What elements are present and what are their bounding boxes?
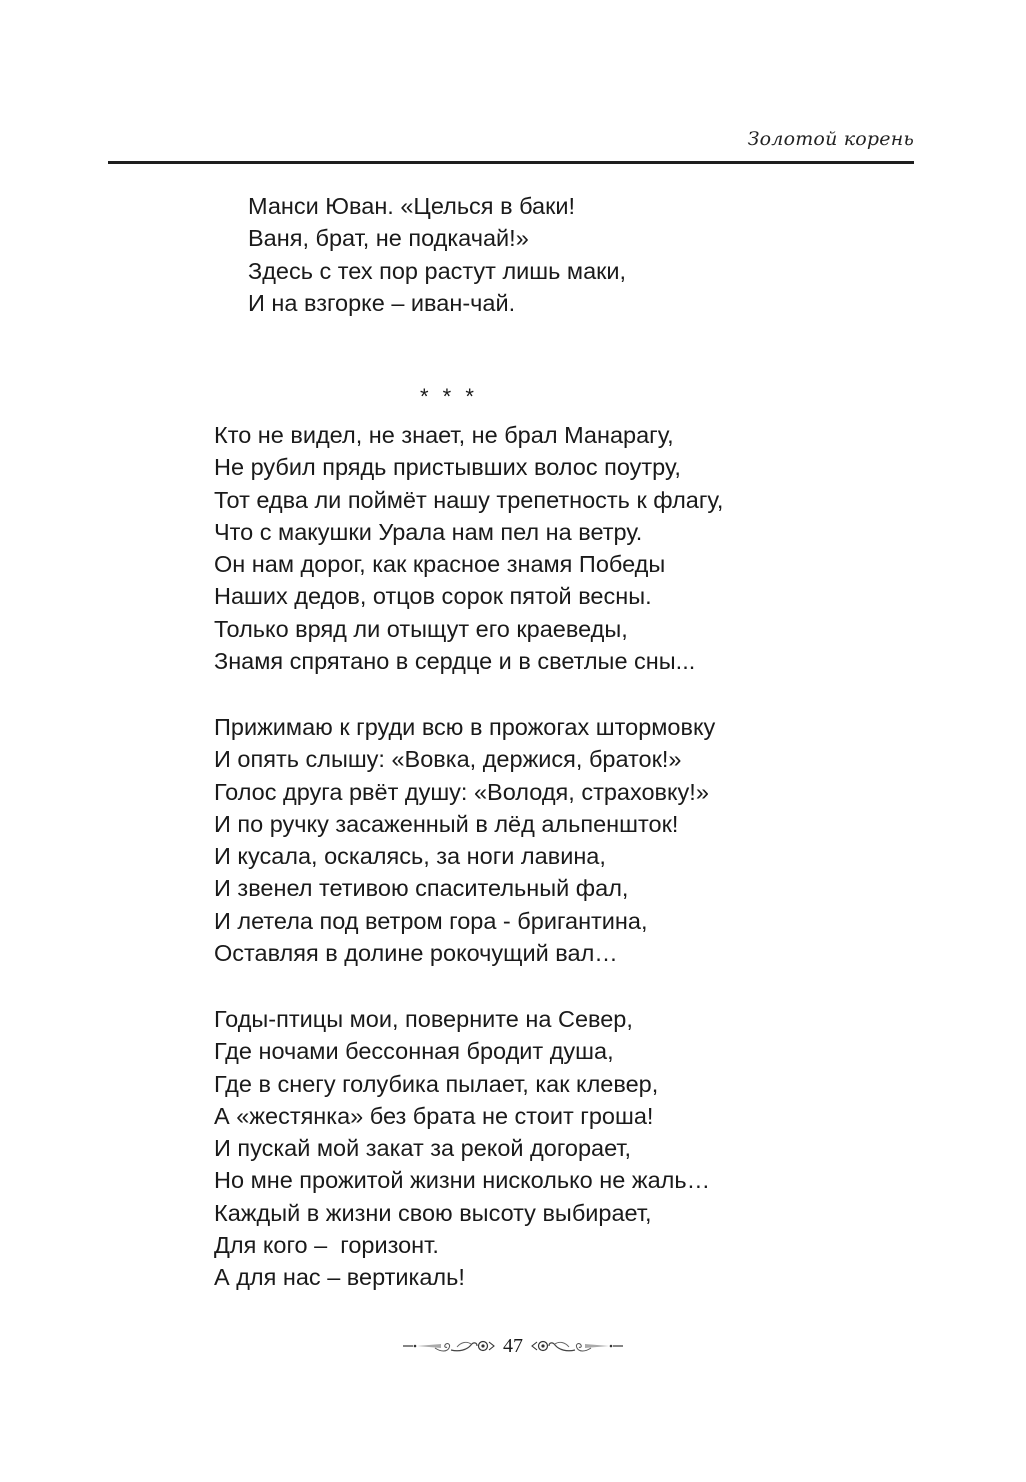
stanza-3 <box>214 1003 710 1294</box>
verse-line: И кусала, оскалясь, за ноги лавина, <box>214 843 606 870</box>
verse-line: И звенел тетивою спасительный фал, <box>214 875 629 902</box>
verse-line: Где в снегу голубика пылает, как клевер, <box>214 1070 659 1097</box>
verse-line: Ваня, брат, не подкачай!» <box>248 225 529 252</box>
verse-line: И опять слышу: «Вовка, держися, браток!» <box>214 746 682 773</box>
verse-line: И по ручку засаженный в лёд альпеншток! <box>214 810 679 837</box>
page-number: 47 <box>503 1334 523 1357</box>
verse-line: А для нас – вертикаль! <box>214 1264 465 1291</box>
header-rule <box>108 161 914 164</box>
verse-line: Где ночами бессонная бродит душа, <box>214 1038 614 1065</box>
verse-line: И на взгорке – иван-чай. <box>248 289 516 316</box>
verse-line: Кто не видел, не знает, не брал Манарагу, <box>214 422 674 448</box>
running-header-title: Золотой корень <box>747 128 914 150</box>
verse-line: Оставляя в долине рокочущий вал… <box>214 940 618 967</box>
verse-line: Голос друга рвёт душу: «Володя, страховку!» <box>214 778 709 805</box>
verse-line: Но мне прожитой жизни нисколько не жаль… <box>214 1167 711 1194</box>
verse-line: Манси Юван. «Целься в баки! <box>248 193 576 219</box>
stanza-intro <box>248 190 626 319</box>
verse-line: И пускай мой закат за рекой догорает, <box>214 1135 632 1162</box>
section-separator: * * * <box>420 384 478 409</box>
floral-flourish-right-icon <box>529 1336 625 1356</box>
floral-flourish-left-icon <box>401 1336 497 1356</box>
verse-line: А «жестянка» без брата не стоит гроша! <box>214 1102 654 1129</box>
verse-line: Каждый в жизни свою высоту выбирает, <box>214 1199 652 1226</box>
verse-line: Не рубил прядь пристывших волос поутру, <box>214 454 681 481</box>
verse-line: Тот едва ли поймёт нашу трепетность к флагу, <box>214 486 724 513</box>
page-footer <box>400 1334 626 1358</box>
verse-line: Наших дедов, отцов сорок пятой весны. <box>214 583 652 610</box>
verse-line: Годы-птицы мои, поверните на Север, <box>214 1006 633 1032</box>
stanza-2 <box>214 711 715 969</box>
verse-line: Только вряд ли отыщут его краеведы, <box>214 615 628 642</box>
verse-line: И летела под ветром гора - бригантина, <box>214 907 648 934</box>
verse-line: Знамя спрятано в сердце и в светлые сны... <box>214 648 696 675</box>
verse-line: Он нам дорог, как красное знамя Победы <box>214 551 666 578</box>
verse-line: Что с макушки Урала нам пел на ветру. <box>214 518 643 545</box>
stanza-1 <box>214 419 723 677</box>
verse-line: Прижимаю к груди всю в прожогах штормовку <box>214 714 716 740</box>
verse-line: Для кого – горизонт. <box>214 1232 439 1259</box>
verse-line: Здесь с тех пор растут лишь маки, <box>248 257 627 284</box>
